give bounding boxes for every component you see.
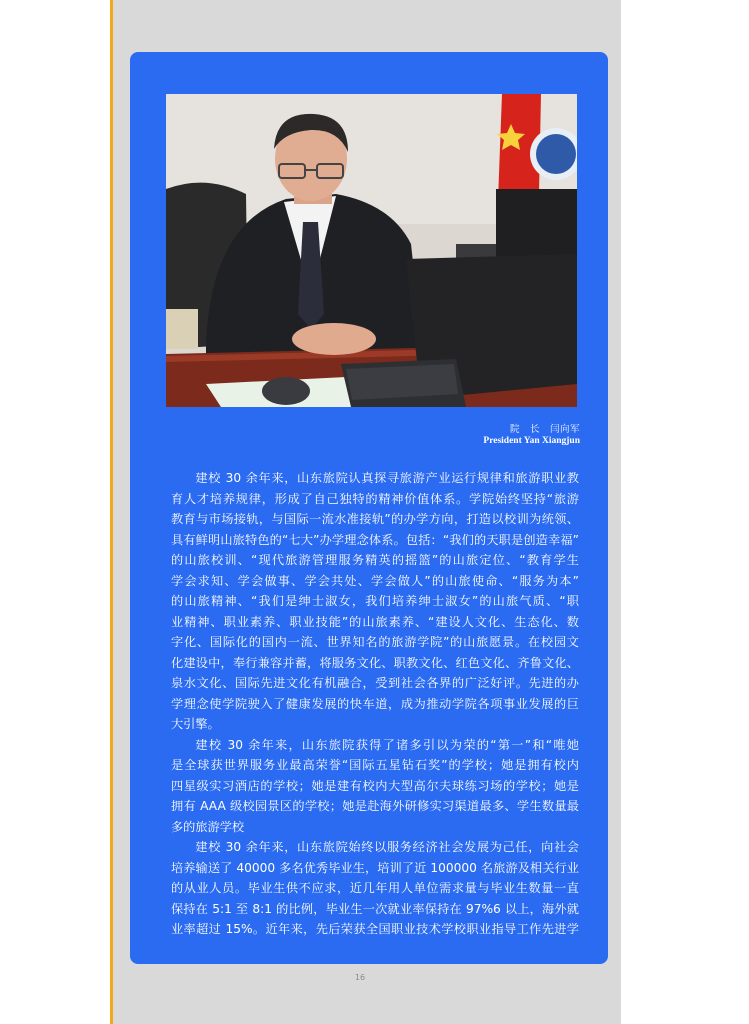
- text-line: 建校 30 余年来，山东旅院始终以服务经济社会发展为己任，向社会: [195, 840, 579, 854]
- text-line: 大引擎。: [171, 717, 220, 731]
- text-line: 育人才培养规律，形成了自己独特的精神价值体系。学院始终坚持“旅游: [171, 491, 579, 506]
- text-line: 化建设中，奉行兼容并蓄，将服务文化、职教文化、红色文化、齐鲁文化、: [171, 655, 579, 670]
- president-photo: [166, 94, 577, 407]
- paragraph-graduates: [171, 837, 579, 940]
- photo-caption-chinese: 院 长 闫向军: [509, 424, 580, 435]
- text-line: 培养输送了 40000 多名优秀毕业生，培训了近 100000 名旅游及相关行业: [171, 860, 579, 875]
- text-line: 字化、国际化的国内一流、世界知名的旅游学院”的山旅愿景。在校园文: [171, 635, 579, 649]
- paragraph-firsts: [171, 735, 579, 838]
- text-line: 的山旅校训、“现代旅游管理服务精英的摇篮”的山旅定位、“教育学生: [171, 553, 579, 567]
- page-number: 16: [354, 973, 366, 982]
- right-margin: [621, 0, 749, 1024]
- text-line: 业精神、职业素养、职业技能”的山旅素养、“建设人文化、生态化、数: [171, 614, 579, 629]
- text-line: 建校 30 余年来，山东旅院认真探寻旅游产业运行规律和旅游职业教: [195, 471, 579, 485]
- left-margin: [0, 0, 110, 1024]
- text-line: 业率超过 15%。近年来，先后荣获全国职业技术学校职业指导工作先进学: [171, 922, 579, 936]
- text-line: 四星级实习酒店的学校；她是建有校内大型高尔夫球练习场的学校；她是: [171, 778, 579, 793]
- text-line: 拥有 AAA 级校园景区的学校；她是赴海外研修实习渠道最多、学生数量最: [171, 799, 579, 813]
- president-photo-illustration: [166, 94, 577, 407]
- text-line: 泉水文化、国际先进文化有机融合，受到社会各界的广泛好评。先进的办: [171, 676, 579, 690]
- text-line: 的山旅精神、“我们是绅士淑女，我们培养绅士淑女”的山旅气质、“职: [171, 594, 579, 608]
- text-line: 具有鲜明山旅特色的“七大”办学理念体系。包括：“我们的天职是创造幸福”: [171, 532, 579, 547]
- text-line: 学会求知、学会做事、学会共处、学会做人”的山旅使命、“服务为本”: [171, 573, 579, 588]
- photo-caption-english: President Yan Xiangjun: [483, 436, 580, 446]
- paragraph-philosophy: [171, 468, 579, 735]
- text-line: 学理念使学院驶入了健康发展的快车道，成为推动学院各项事业发展的巨: [171, 696, 579, 711]
- text-line: 多的旅游学校: [171, 819, 245, 834]
- text-line: 教育与市场接轨，与国际一流水准接轨”的办学方向，打造以校训为统领、: [171, 512, 579, 526]
- article-body: [171, 468, 579, 940]
- text-line: 的从业人员。毕业生供不应求，近几年用人单位需求量与毕业生数量一直: [171, 881, 579, 895]
- text-line: 是全球获世界服务业最高荣誉“国际五星钻石奖”的学校；她是拥有校内: [171, 758, 579, 772]
- text-line: 建校 30 余年来，山东旅院获得了诸多引以为荣的“第一”和“唯她: [195, 737, 579, 752]
- text-line: 保持在 5:1 至 8:1 的比例，毕业生一次就业率保持在 97%6 以上，海外就: [171, 901, 579, 916]
